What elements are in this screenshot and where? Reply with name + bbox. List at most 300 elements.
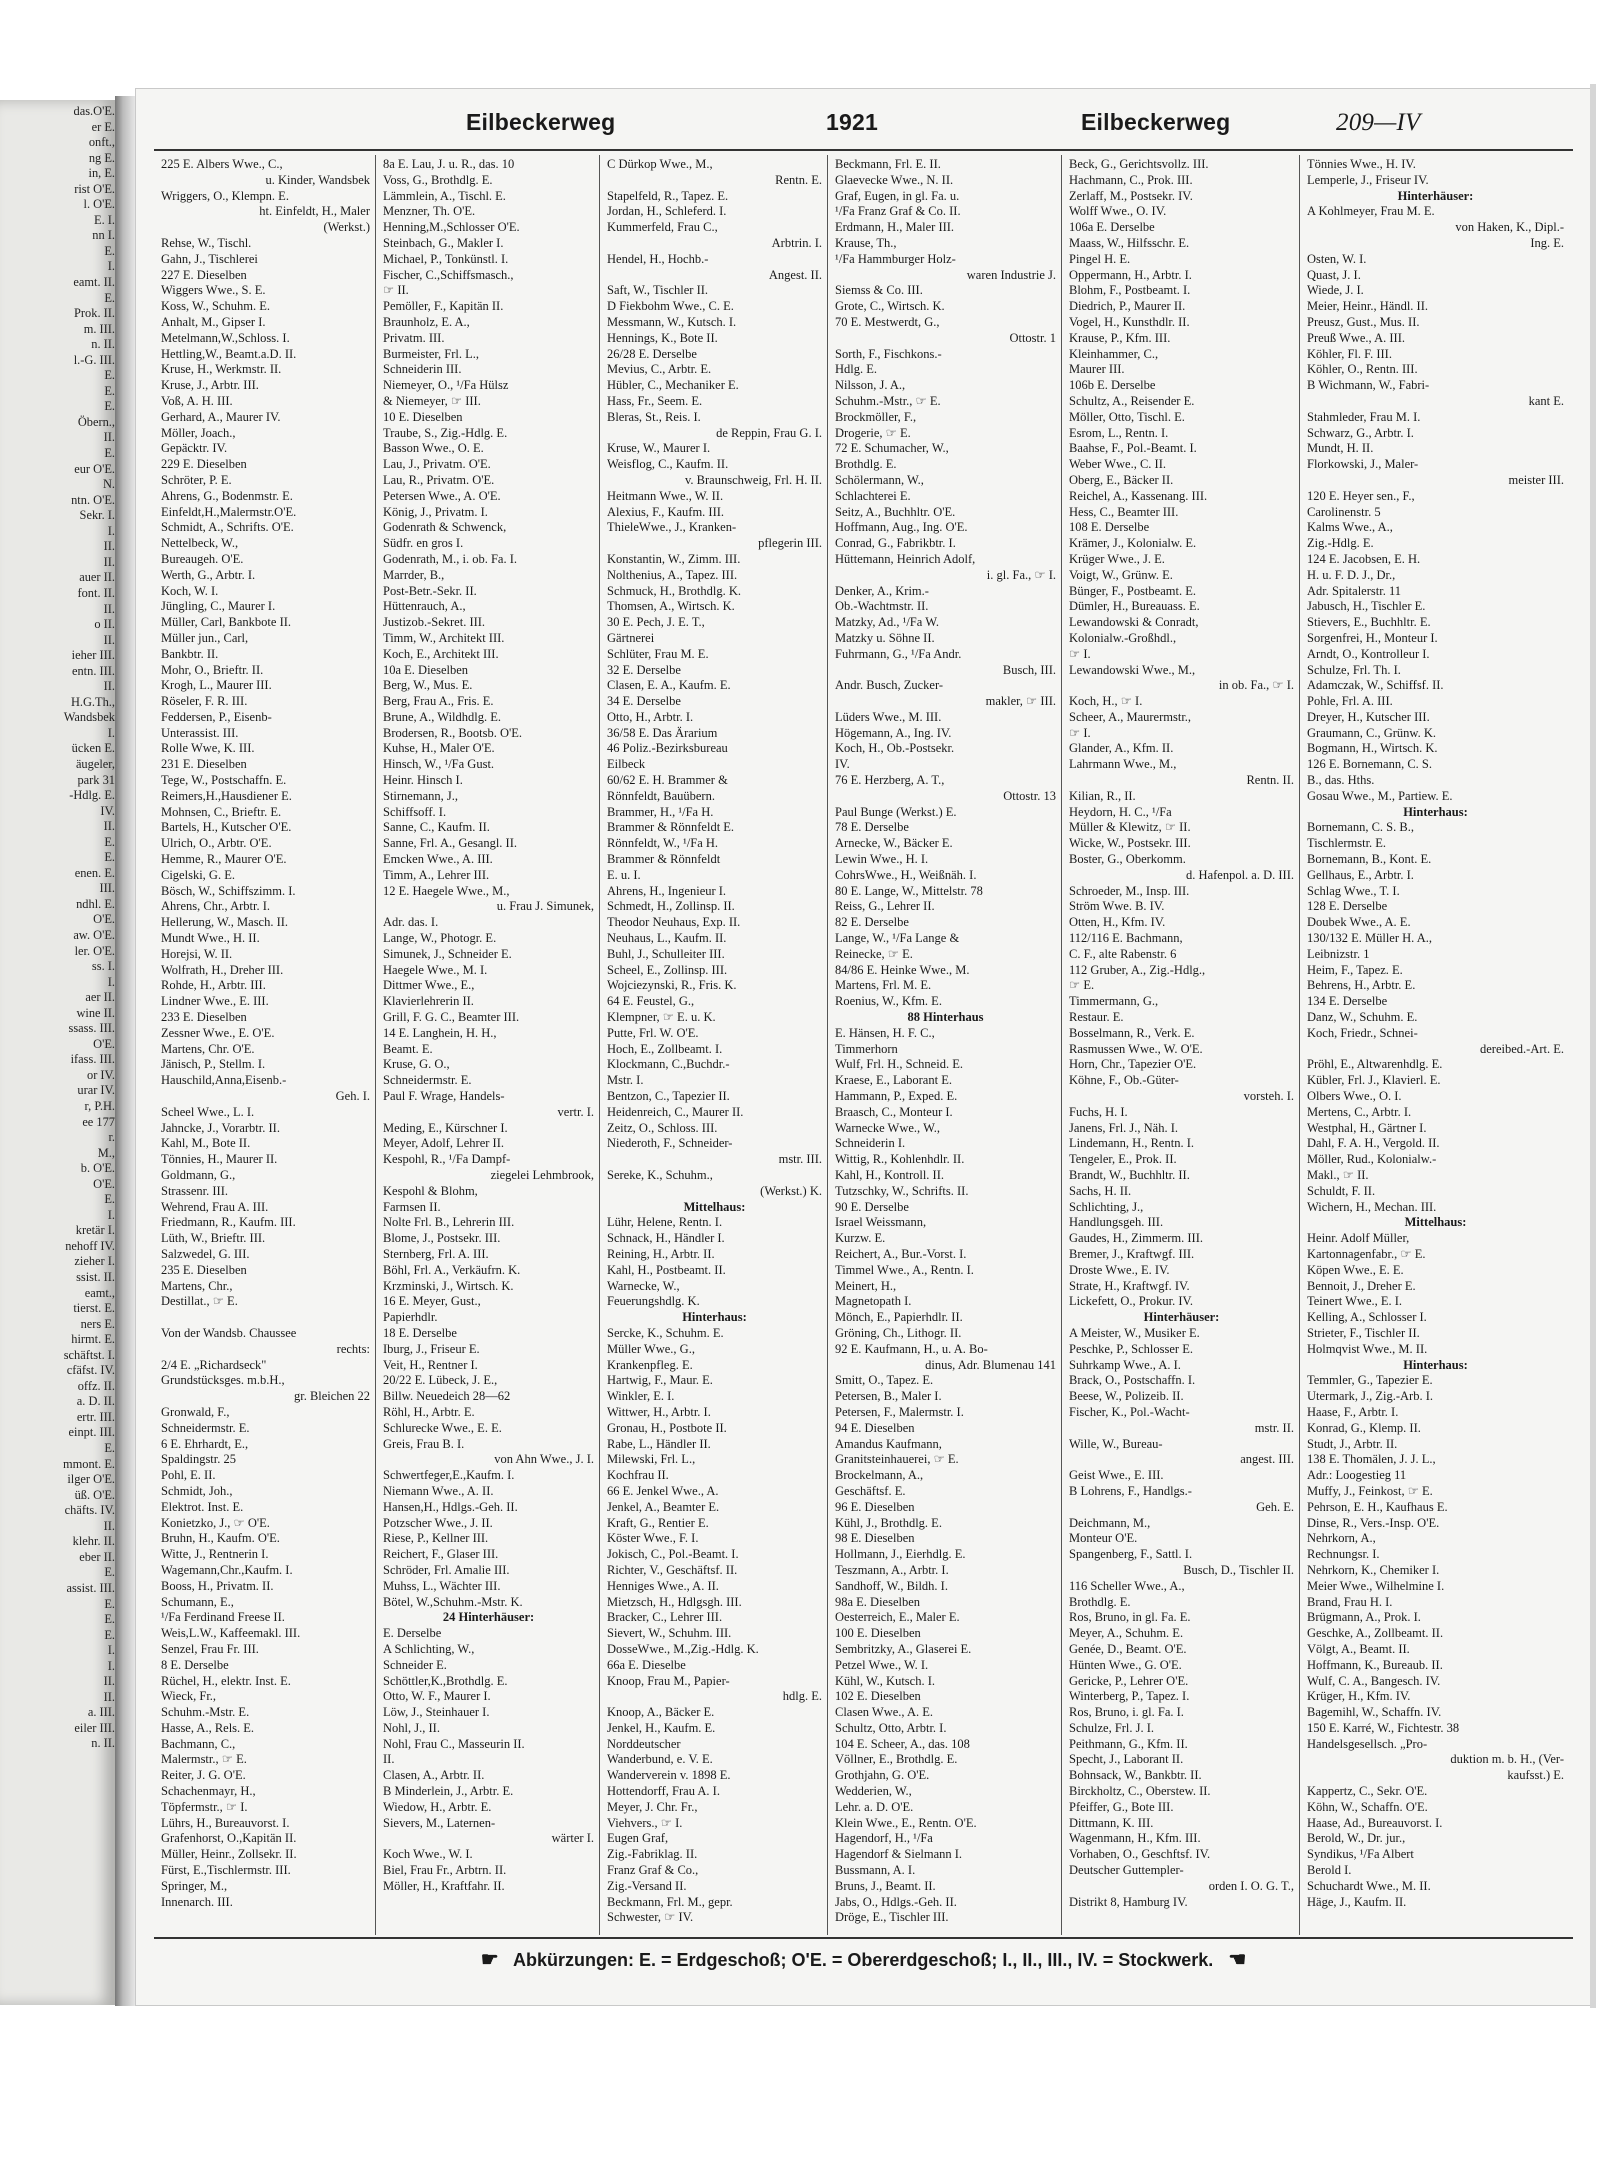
directory-entry: Schlurecke Wwe., E. E. [383, 1420, 502, 1435]
directory-entry: Töpfermstr., ☞ I. [161, 1799, 248, 1814]
directory-entry: waren Industrie J. [966, 267, 1056, 282]
directory-entry: Brammer, H., ¹/Fa H. [607, 804, 714, 819]
directory-entry: Tönnies, H., Maurer II. [161, 1152, 278, 1167]
directory-entry: Justizob.-Sekret. III. [383, 615, 486, 630]
directory-entry: (Werkst.) K. [760, 1183, 822, 1198]
left-fragment-line: I. [107, 523, 115, 538]
directory-entry: Hennings, K., Bote II. [607, 330, 718, 345]
directory-entry: 227 E. Dieselben [161, 267, 247, 282]
directory-entry: Eilbeck [607, 757, 646, 772]
directory-entry: 70 E. Mestwerdt, G., [835, 314, 940, 329]
left-fragment-line: E. [104, 1612, 115, 1627]
directory-entry: Schmuck, H., Brothdlg. K. [607, 583, 742, 598]
directory-entry: Hüttenrauch, A., [383, 599, 466, 614]
directory-entry: Berg, Frau A., Fris. E. [383, 694, 494, 709]
left-fragment-line: entn. III. [71, 663, 115, 678]
directory-entry: meister III. [1508, 472, 1564, 487]
directory-entry: Wittig, R., Kohlenhdlr. II. [835, 1152, 965, 1167]
left-fragment-line: II. [103, 679, 115, 694]
directory-entry: Bracker, C., Lehrer III. [607, 1610, 723, 1625]
left-fragment-line: er E. [91, 119, 115, 134]
left-fragment-line: rist O'E. [74, 181, 115, 196]
directory-entry: Haase, F., Arbtr. I. [1307, 1404, 1399, 1419]
directory-entry: Bartels, H., Kutscher O'E. [161, 820, 292, 835]
directory-entry: Dittmann, K. III. [1069, 1815, 1154, 1830]
directory-entry: Saft, W., Tischler II. [607, 283, 709, 298]
directory-entry: 130/132 E. Müller H. A., [1307, 931, 1432, 946]
directory-entry: Bentzon, C., Tapezier II. [607, 1089, 730, 1104]
directory-entry: Mohnsen, C., Brieftr. E. [161, 804, 282, 819]
directory-entry: Koch, E., Architekt III. [383, 646, 499, 661]
directory-entry: rechts: [336, 1341, 370, 1356]
directory-entry: Witte, J., Rentnerin I. [161, 1547, 269, 1562]
directory-entry: Bennoit, J., Dreher E. [1307, 1278, 1416, 1293]
directory-entry: Brammer & Rönnfeldt [607, 852, 721, 867]
directory-entry: Menzner, Th. O'E. [383, 204, 476, 219]
left-fragment-line: einpt. III. [68, 1425, 115, 1440]
directory-entry: Suhrkamp Wwe., A. I. [1069, 1357, 1181, 1372]
directory-entry: Koch Wwe., W. I. [383, 1847, 473, 1862]
directory-entry: Specht, J., Laborant II. [1069, 1752, 1184, 1767]
directory-entry: 116 Scheller Wwe., A., [1069, 1578, 1185, 1593]
left-fragment-line: E. [104, 243, 115, 258]
directory-entry: Ahrens, G., Bodenmstr. E. [161, 488, 293, 503]
directory-entry: Wittwer, H., Arbtr. I. [607, 1404, 711, 1419]
directory-entry: Strieter, F., Tischler II. [1307, 1325, 1420, 1340]
directory-entry: Häge, J., Kaufm. II. [1307, 1894, 1407, 1909]
directory-entry: Kolonialw.-Großhdl., [1069, 630, 1177, 645]
directory-entry: Baahse, F., Pol.-Beamt. I. [1069, 441, 1197, 456]
left-fragment-line: offz. II. [77, 1378, 115, 1393]
directory-entry: Bruhn, H., Kaufm. O'E. [161, 1531, 280, 1546]
left-fragment-line: E. [104, 383, 115, 398]
directory-entry: Wiggers Wwe., S. E. [161, 283, 266, 298]
directory-entry: B., das. Hths. [1307, 773, 1375, 788]
directory-entry: Krankenpfleg. E. [607, 1357, 693, 1372]
directory-entry: Zerlaff, M., Postsekr. IV. [1069, 188, 1193, 203]
directory-entry: Hinterhaus: [1403, 1357, 1468, 1372]
left-fragment-line: assist. III. [66, 1580, 115, 1595]
left-fragment-line: r. [108, 1130, 115, 1145]
left-fragment-line: H.G.Th., [70, 694, 115, 709]
directory-entry: Rentn. II. [1246, 773, 1294, 788]
directory-entry: 225 E. Albers Wwe., C., [161, 157, 283, 171]
directory-entry: Ahrens, Chr., Arbtr. I. [161, 899, 271, 914]
directory-entry: Zessner Wwe., E. O'E. [161, 1025, 275, 1040]
directory-entry: Seitz, A., Buchhltr. O'E. [835, 504, 956, 519]
street-name-right: Eilbeckerweg [1081, 109, 1231, 135]
directory-entry: Schlichting, J., [1069, 1199, 1144, 1214]
directory-entry: Scheel Wwe., L. I. [161, 1104, 255, 1119]
directory-entry: Tege, W., Postschaffn. E. [161, 773, 287, 788]
directory-entry: Brügmann, A., Prok. I. [1307, 1610, 1421, 1625]
directory-entry: Strassenr. III. [161, 1183, 228, 1198]
directory-entry: Berold, W., Dr. jur., [1307, 1831, 1406, 1846]
directory-entry: Schultz, Otto, Arbtr. I. [835, 1720, 947, 1735]
directory-entry: Fuhrmann, G., ¹/Fa Andr. [835, 646, 962, 661]
directory-entry: 88 Hinterhaus [907, 1010, 984, 1025]
directory-entry: Meding, E., Kürschner I. [383, 1120, 508, 1135]
directory-entry: 8a E. Lau, J. u. R., das. 10 [383, 157, 515, 171]
directory-entry: 16 E. Meyer, Gust., [383, 1294, 481, 1309]
directory-entry: Köhne, F., Ob.-Güter- [1069, 1073, 1179, 1088]
directory-entry: Braasch, C., Monteur I. [835, 1104, 953, 1119]
directory-entry: Sercke, K., Schuhm. E. [607, 1325, 724, 1340]
directory-entry: Berg, W., Mus. E. [383, 678, 473, 693]
directory-entry: Beamt. E. [383, 1041, 433, 1056]
directory-entry: Brockelmann, A., [835, 1468, 924, 1483]
directory-entry: Tischlermstr. E. [1307, 836, 1387, 851]
directory-entry: Klein Wwe., E., Rentn. O'E. [835, 1815, 977, 1830]
directory-entry: Schneiderin I. [835, 1136, 906, 1151]
directory-entry: v. Braunschweig, Frl. H. II. [684, 472, 822, 487]
directory-entry: B Lohrens, F., Handlgs.- [1069, 1483, 1192, 1498]
page-number: 209—IV [1336, 109, 1421, 136]
left-fragment-line: n. II. [91, 337, 115, 352]
directory-entry: 82 E. Derselbe [835, 915, 909, 930]
directory-entry: Koch, Friedr., Schnei- [1307, 1025, 1418, 1040]
directory-entry: Ström Wwe. B. IV. [1069, 899, 1165, 914]
directory-entry: Kühl, J., Brothdlg. E. [835, 1515, 942, 1530]
directory-entry: Mundt Wwe., H. II. [161, 931, 260, 946]
directory-entry: Hachmann, C., Prok. III. [1069, 172, 1193, 187]
directory-entry: Martens, Frl. M. E. [835, 978, 932, 993]
directory-entry: orden I. O. G. T., [1208, 1878, 1294, 1893]
directory-entry: 80 E. Lange, W., Mittelstr. 78 [835, 883, 983, 898]
directory-entry: u. Frau J. Simunek, [496, 899, 594, 914]
directory-entry: Bremer, J., Kraftwgf. III. [1069, 1246, 1195, 1261]
left-fragment-line: -Hdlg. E. [69, 788, 115, 803]
directory-entry: Makl., ☞ II. [1307, 1168, 1369, 1182]
directory-entry: Möller, Otto, Tischl. E. [1069, 409, 1185, 424]
left-fragment-line: eur O'E. [74, 461, 115, 476]
directory-entry: Hottendorff, Frau A. I. [607, 1784, 720, 1799]
directory-entry: Hüttemann, Heinrich Adolf, [835, 551, 976, 566]
directory-entry: Pröhl, E., Altwarenhdlg. E. [1307, 1057, 1443, 1072]
left-fragment-line: II. [103, 539, 115, 554]
directory-entry: ☞ II. [383, 283, 409, 298]
directory-entry: Spangenberg, F., Sattl. I. [1069, 1547, 1193, 1562]
left-fragment-line: ler. O'E. [74, 943, 115, 958]
directory-entry: Meyer, J. Chr. Fr., [607, 1799, 698, 1814]
directory-entry: Brandt, W., Buchhltr. II. [1069, 1168, 1190, 1182]
directory-entry: Timm, W., Architekt III. [383, 630, 505, 645]
directory-entry: Booss, H., Privatm. II. [161, 1578, 274, 1593]
left-fragment-line: II. [103, 554, 115, 569]
directory-entry: 106a E. Derselbe [1069, 220, 1155, 235]
directory-entry: Oppermann, H., Arbtr. I. [1069, 267, 1192, 282]
directory-entry: Ahrens, H., Ingenieur I. [607, 883, 727, 898]
directory-entry: Kruse, H., Werkmstr. II. [161, 362, 282, 377]
directory-entry: Busch, III. [1002, 662, 1056, 677]
directory-entry: 106b E. Derselbe [1069, 378, 1156, 393]
left-fragment-line: O'E. [93, 912, 115, 927]
directory-entry: Syndikus, ¹/Fa Albert [1307, 1847, 1414, 1862]
directory-entry: Lührs, H., Bureauvorst. I. [161, 1815, 290, 1830]
directory-entry: Gosau Wwe., M., Partiew. E. [1307, 788, 1453, 803]
directory-entry: Ottostr. 13 [1003, 788, 1056, 803]
directory-entry: Metelmann,W.,Schloss. I. [161, 330, 290, 345]
directory-entry: Andr. Busch, Zucker- [835, 678, 944, 693]
directory-entry: Brack, O., Postschaffn. I. [1069, 1373, 1196, 1388]
directory-entry: Geschäftsf. E. [835, 1483, 906, 1498]
directory-entry: Röseler, F. R. III. [161, 694, 248, 709]
directory-entry: Werth, G., Arbtr. I. [161, 567, 256, 582]
directory-columns [154, 155, 1569, 1935]
directory-entry: Israel Weissmann, [835, 1215, 927, 1230]
directory-entry: Muhss, L., Wächter III. [383, 1578, 501, 1593]
left-fragment-line: hirmt. E. [71, 1332, 115, 1347]
left-fragment-line: E. [104, 850, 115, 865]
directory-entry: ¹/Fa Ferdinand Freese II. [161, 1610, 285, 1625]
directory-entry: Konietzko, J., ☞ O'E. [161, 1515, 270, 1530]
directory-entry: Nolte Frl. B., Lehrerin III. [383, 1215, 515, 1230]
directory-entry: A Kohlmeyer, Frau M. E. [1307, 204, 1435, 219]
directory-entry: Zeitz, O., Schloss. III. [607, 1120, 718, 1135]
directory-entry: ☞ I. [1069, 725, 1091, 740]
directory-entry: Krogh, L., Maurer III. [161, 678, 272, 693]
directory-entry: Bösch, W., Schiffszimm. I. [161, 883, 296, 898]
directory-entry: Rohde, H., Arbtr. III. [161, 978, 266, 993]
left-fragment-line: ners E. [80, 1316, 115, 1331]
left-fragment-line: a. D. II. [76, 1394, 115, 1409]
directory-entry: Ing. E. [1530, 235, 1564, 250]
left-fragment-line: or IV. [87, 1067, 115, 1082]
directory-entry: Oesterreich, E., Maler E. [835, 1610, 960, 1625]
directory-entry: Kleinhammer, C., [1069, 346, 1159, 361]
directory-entry: Meier Wwe., Wilhelmine I. [1307, 1578, 1445, 1593]
directory-entry: Siemss & Co. III. [835, 283, 923, 298]
directory-entry: Strate, H., Kraftwgf. IV. [1069, 1278, 1190, 1293]
directory-entry: Mundt, H. II. [1307, 441, 1374, 456]
directory-entry: Kochfrau II. [607, 1468, 669, 1483]
directory-entry: Reichert, F., Glaser III. [383, 1547, 499, 1562]
directory-entry: 231 E. Dieselben [161, 757, 247, 772]
left-fragment-line: II. [103, 819, 115, 834]
directory-entry: Hasse, A., Rels. E. [161, 1720, 255, 1735]
directory-entry: 8 E. Derselbe [161, 1657, 229, 1672]
left-fragment-line: auer II. [79, 570, 115, 585]
directory-entry: Köhler, O., Rentn. III. [1307, 362, 1418, 377]
directory-entry: Völlner, E., Brothdlg. E. [835, 1752, 958, 1767]
directory-entry: Haegele Wwe., M. I. [383, 962, 488, 977]
directory-entry: Mietzsch, H., Hdlgsgh. III. [607, 1594, 742, 1609]
directory-entry: Teszmann, A., Arbtr. I. [835, 1562, 949, 1577]
directory-entry: Arnecke, W., Bäcker E. [835, 836, 953, 851]
directory-entry: Südfr. en gros I. [383, 536, 464, 551]
directory-entry: Fuchs, H. I. [1069, 1104, 1128, 1119]
directory-entry: 94 E. Dieselben [835, 1420, 915, 1435]
directory-entry: Schwertfeger,E.,Kaufm. I. [383, 1468, 515, 1483]
directory-entry: Veit, H., Rentner I. [383, 1357, 478, 1372]
directory-entry: Mittelhaus: [1404, 1215, 1467, 1230]
directory-entry: Arndt, O., Kontrolleur I. [1307, 646, 1430, 661]
directory-entry: Nehrkorn, A., [1307, 1531, 1376, 1546]
left-fragment-line: Wandsbek [63, 710, 115, 725]
left-fragment-line: eamt. II. [73, 275, 115, 290]
directory-entry: Reiter, J. G. O'E. [161, 1768, 246, 1783]
directory-entry: Wiede, J. I. [1307, 283, 1364, 298]
directory-entry: Deichmann, M., [1069, 1515, 1151, 1530]
left-fragment-line: E. [104, 1627, 115, 1642]
directory-entry: Fischer, C.,Schiffsmasch., [383, 267, 514, 282]
directory-entry: Malermstr., ☞ E. [161, 1752, 247, 1767]
directory-entry: König, J., Privatm. I. [383, 504, 488, 519]
directory-entry: Norddeutscher [607, 1736, 681, 1751]
directory-entry: Nehrkorn, K., Chemiker I. [1307, 1562, 1440, 1577]
directory-entry: Bornemann, C. S. B., [1307, 820, 1414, 835]
directory-entry: Knoop, A., Bäcker E. [607, 1705, 715, 1720]
directory-entry: Tutzschky, W., Schrifts. II. [835, 1183, 969, 1198]
directory-entry: Rönnfeldt, Bauübern. [607, 788, 715, 803]
directory-entry: Salzwedel, G. III. [161, 1246, 250, 1261]
directory-entry: Kruse, G. O., [383, 1057, 450, 1072]
left-fragment-line: E. [104, 834, 115, 849]
directory-entry: 10a E. Dieselben [383, 662, 469, 677]
directory-entry: Schnack, H., Händler I. [607, 1231, 725, 1246]
left-fragment-line: II. [103, 601, 115, 616]
directory-entry: Lewandowski Wwe., M., [1069, 662, 1196, 677]
directory-entry: Meinert, H., [835, 1278, 897, 1293]
left-fragment-line: ifass. III. [70, 1052, 115, 1067]
directory-entry: Paul Bunge (Werkst.) E. [835, 804, 957, 819]
directory-entry: Zig.-Hdlg. E. [1307, 536, 1374, 551]
directory-entry: von Haken, K., Dipl.- [1455, 220, 1564, 235]
directory-entry: Schachenmayr, H., [161, 1784, 256, 1799]
directory-entry: von Ahn Wwe., J. I. [494, 1452, 594, 1467]
directory-entry: Reinecke, ☞ E. [835, 946, 913, 961]
left-fragment-line: E. [104, 368, 115, 383]
directory-entry: Carolinenstr. 5 [1307, 504, 1381, 519]
directory-entry: Wille, W., Bureau- [1069, 1436, 1163, 1451]
directory-entry: Lüders Wwe., M. III. [835, 709, 942, 724]
directory-entry: Heinr. Hinsch I. [383, 773, 463, 788]
directory-entry: Pehrson, E. H., Kaufhaus E. [1307, 1499, 1448, 1514]
directory-entry: Hass, Fr., Seem. E. [607, 393, 703, 408]
directory-entry: Weisflog, C., Kaufm. II. [607, 457, 729, 472]
directory-entry: Sternberg, Frl. A. III. [383, 1246, 489, 1261]
directory-entry: Lemperle, J., Friseur IV. [1307, 172, 1429, 187]
directory-entry: Graumann, C., Grünw. K. [1307, 725, 1437, 740]
directory-entry: Matzky, Ad., ¹/Fa W. [835, 615, 939, 630]
directory-entry: Basson Wwe., O. E. [383, 441, 484, 456]
left-fragment-line: üß. O'E. [74, 1487, 115, 1502]
directory-entry: Riese, P., Kellner III. [383, 1531, 489, 1546]
directory-entry: Heidenreich, C., Maurer II. [607, 1104, 744, 1119]
directory-entry: Granitsteinhauerei, ☞ E. [835, 1452, 959, 1467]
directory-entry: Wojciezynski, R., Fris. K. [607, 978, 737, 993]
directory-entry: 100 E. Dieselben [835, 1626, 921, 1641]
directory-entry: Wanderverein v. 1898 E. [607, 1768, 731, 1783]
left-fragment-line: eber II. [79, 1549, 115, 1564]
directory-entry: Gärtnerei [607, 630, 655, 645]
directory-entry: Senzel, Frau Fr. III. [161, 1641, 259, 1656]
directory-entry: Wagenmann, H., Kfm. III. [1069, 1831, 1201, 1846]
directory-entry: Schölermann, W., [835, 472, 924, 487]
directory-entry: mstr. II. [1254, 1420, 1294, 1435]
directory-entry: Adr. Spitalerstr. 11 [1307, 583, 1401, 598]
year-label: 1921 [826, 109, 878, 135]
directory-entry: Muffy, J., Feinkost, ☞ E. [1307, 1483, 1433, 1498]
directory-entry: Putte, Frl. W. O'E. [607, 1025, 699, 1040]
directory-entry: Schöttler,K.,Brothdlg. E. [383, 1673, 508, 1688]
directory-entry: Gepäcktr. IV. [161, 441, 228, 456]
directory-entry: Schröder, Frl. Amalie III. [383, 1562, 510, 1577]
directory-entry: Conrad, G., Fabrikbtr. I. [835, 536, 956, 551]
directory-entry: 134 E. Derselbe [1307, 994, 1388, 1009]
directory-entry: Hendel, H., Hochb.- [607, 251, 709, 266]
directory-entry: 98 E. Dieselben [835, 1531, 915, 1546]
left-fragment-line: ilger O'E. [67, 1472, 115, 1487]
directory-entry: 2/4 E. „Richardseck" [161, 1357, 267, 1372]
directory-entry: Sereke, K., Schuhm., [607, 1168, 713, 1182]
pointing-hand-left-icon: ☛ [480, 1949, 499, 1971]
directory-entry: 32 E. Derselbe [607, 662, 681, 677]
directory-entry: Theodor Neuhaus, Exp. II. [607, 915, 741, 930]
directory-entry: Knoop, Frau M., Papier- [607, 1673, 730, 1688]
directory-entry: 235 E. Dieselben [161, 1262, 247, 1277]
directory-entry: Jenkel, H., Kaufm. E. [607, 1720, 716, 1735]
directory-entry: Dinse, R., Vers.-Insp. O'E. [1307, 1515, 1440, 1530]
directory-entry: d. Hafenpol. a. D. III. [1186, 867, 1294, 882]
directory-entry: Reiss, G., Lehrer II. [835, 899, 935, 914]
directory-entry: Hinsch, W., ¹/Fa Gust. [383, 757, 495, 772]
left-fragment-line: mmont. E. [63, 1456, 115, 1471]
directory-entry: Lehr. a. D. O'E. [835, 1799, 914, 1814]
directory-entry: Handelsgesellsch. „Pro- [1307, 1736, 1428, 1751]
directory-entry: Farmsen II. [383, 1199, 441, 1214]
left-fragment-line: urar IV. [77, 1083, 115, 1098]
directory-entry: Konstantin, W., Zimm. III. [607, 551, 741, 566]
page-header [136, 109, 1591, 145]
directory-entry: Geh. E. [1256, 1499, 1294, 1514]
directory-entry: Timm, A., Lehrer III. [383, 867, 490, 882]
directory-entry: Osten, W. I. [1307, 251, 1367, 266]
directory-entry: Adamczak, W., Schiffsf. II. [1307, 678, 1444, 693]
directory-entry: Tengeler, E., Prok. II. [1069, 1152, 1177, 1167]
left-page-fragment-text [0, 100, 115, 1752]
directory-entry: Wolff Wwe., O. IV. [1069, 204, 1167, 219]
directory-entry: Richter, V., Geschäftsf. II. [607, 1562, 738, 1577]
directory-entry: Horejsi, W. II. [161, 946, 233, 961]
left-fragment-line: Prok. II. [74, 306, 115, 321]
directory-entry: Oberg, E., Bäcker II. [1069, 472, 1174, 487]
directory-entry: Otto, W. F., Maurer I. [383, 1689, 491, 1704]
directory-entry: 12 E. Haegele Wwe., M., [383, 883, 510, 898]
directory-entry: Hinterhaus: [1403, 804, 1468, 819]
left-fragment-line: nn I. [92, 228, 115, 243]
directory-entry: Niemann Wwe., A. II. [383, 1483, 494, 1498]
directory-entry: Schneiderin III. [383, 362, 462, 377]
abbreviations-footer [136, 1947, 1591, 1972]
directory-entry: Erdmann, H., Maler III. [835, 220, 955, 235]
directory-entry: Pemöller, F., Kapitän II. [383, 299, 504, 314]
directory-entry [161, 1310, 370, 1326]
directory-entry: Bosselmann, R., Verk. E. [1069, 1025, 1195, 1040]
directory-entry: Schulze, Frl. Th. I. [1307, 662, 1401, 677]
directory-entry: Clasen Wwe., A. E. [835, 1705, 934, 1720]
left-fragment-line: IV. [100, 803, 115, 818]
column-5 [1062, 155, 1300, 1935]
directory-entry: Feuerungshdlg. K. [607, 1294, 700, 1309]
directory-entry: ☞ I. [1069, 646, 1091, 661]
directory-entry: Elektrot. Inst. E. [161, 1499, 244, 1514]
left-fragment-line: N. [102, 477, 115, 492]
directory-entry: Lewin Wwe., H. I. [835, 852, 929, 867]
directory-entry: Adr.: Loogestieg 11 [1307, 1468, 1407, 1483]
directory-entry: 112 Gruber, A., Zig.-Hdlg., [1069, 962, 1206, 977]
directory-entry: wärter I. [551, 1831, 594, 1846]
